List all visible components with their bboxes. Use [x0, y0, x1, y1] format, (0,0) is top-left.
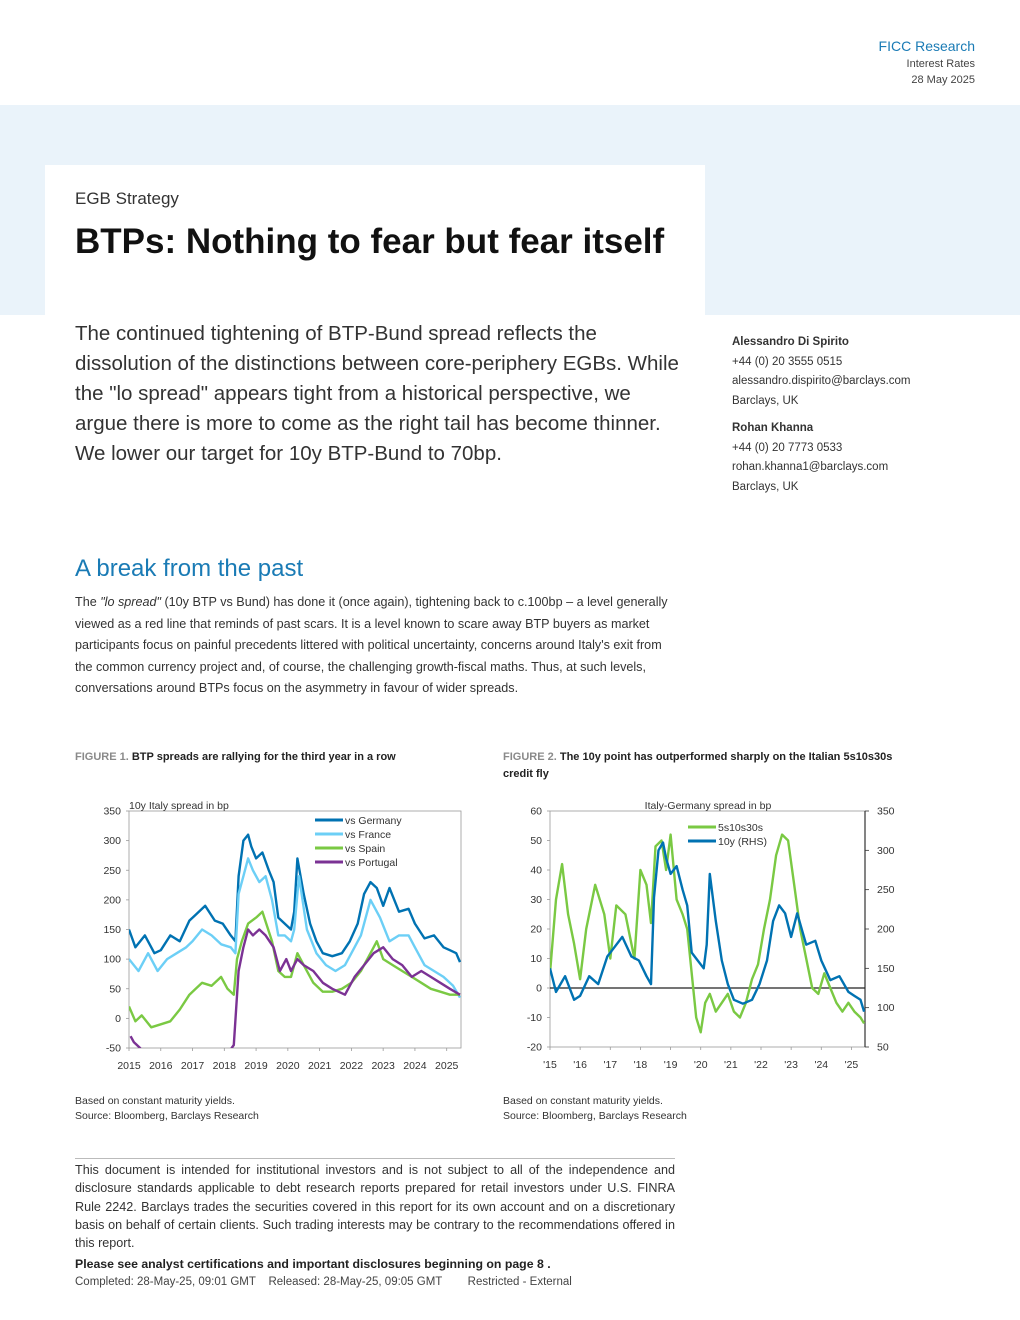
author-email[interactable]: alessandro.dispirito@barclays.com: [732, 375, 911, 387]
x-tick-label: '24: [814, 1059, 829, 1071]
y-tick-label: 0: [536, 982, 542, 995]
figure2-chart: [503, 790, 913, 1080]
disclaimer-divider: [75, 1158, 675, 1159]
x-tick-label: '21: [724, 1059, 738, 1071]
x-tick-label: 2020: [276, 1060, 300, 1072]
y-tick-label: 100: [103, 953, 121, 966]
x-tick-label: '17: [603, 1059, 618, 1071]
figure1-label: FIGURE 1.: [75, 751, 129, 763]
y2-tick-label: 50: [877, 1041, 889, 1054]
x-tick-label: 2018: [212, 1060, 236, 1072]
x-tick-label: 2022: [339, 1060, 364, 1072]
brand-label: FICC Research: [878, 38, 975, 54]
y-tick-label: 50: [109, 983, 121, 996]
y-tick-label: 350: [103, 805, 121, 818]
x-tick-label: '16: [573, 1059, 587, 1071]
author-email[interactable]: rohan.khanna1@barclays.com: [732, 461, 889, 473]
figure2-note: Based on constant maturity yields.: [503, 1095, 663, 1107]
y-tick-label: 50: [530, 835, 542, 847]
y-tick-label: 300: [103, 835, 121, 848]
y-tick-label: -20: [526, 1041, 542, 1054]
figure1-notes: [75, 1094, 259, 1124]
figure2-notes: [503, 1094, 687, 1124]
disclosure-note: Please see analyst certifications and important disclosures beginning on page 8 .: [75, 1257, 551, 1271]
y-tick-label: -10: [526, 1012, 542, 1024]
body-text-rest: (10y BTP vs Bund) has done it (once again), tightening back to c.100bp – a level generally viewed as a red line that reminds of past scars. It is a level known to scare away BTP buyers as market participants focus on painful precedents littered with political uncertainty, concerns around Italy's exit from the common currency project and, of course, the challenging growth-fiscal maths. Thus, at such levels, conversations around BTPs focus on the asymmetry in favour of wider spreads.: [75, 595, 668, 695]
y-tick-label: 10: [530, 953, 542, 965]
disclaimer: This document is intended for institutional investors and is not subject to all of the independence and disclosure standards applicable to debt research reports prepared for retail investors under U.S. FINRA Rule 2242. Barclays trades the securities covered in this report for its own account and on a discretionary basis on behalf of certain clients. Such trading interests may be contrary to the recommendations offered in this report.: [75, 1163, 675, 1251]
author-name: Alessandro Di Spirito: [732, 336, 849, 348]
y-tick-label: -50: [105, 1042, 121, 1055]
x-tick-label: 2015: [117, 1060, 141, 1072]
lo-spread-quote: "lo spread": [100, 595, 161, 609]
report-category: Interest Rates: [906, 58, 975, 70]
x-tick-label: '19: [663, 1059, 678, 1071]
figure2-title: The 10y point has outperformed sharply on the Italian 5s10s30s credit fly: [503, 751, 893, 780]
figure1-caption: [75, 749, 475, 766]
legend-label: 10y (RHS): [718, 836, 768, 848]
series-line-2: [550, 843, 864, 1012]
x-tick-label: 2017: [180, 1060, 205, 1072]
y-tick-label: 0: [115, 1012, 121, 1025]
figure2-source: Source: Bloomberg, Barclays Research: [503, 1110, 687, 1122]
author-phone: +44 (0) 20 3555 0515: [732, 355, 843, 368]
legend-label: vs Germany: [345, 815, 402, 827]
y2-tick-label: 350: [877, 805, 895, 818]
x-tick-label: '20: [693, 1059, 708, 1071]
x-tick-label: '25: [844, 1059, 859, 1071]
y-tick-label: 60: [530, 805, 542, 818]
x-tick-label: 2019: [244, 1060, 268, 1072]
figure1-title: BTP spreads are rallying for the third year in a row: [131, 751, 396, 763]
y-tick-label: 40: [530, 864, 542, 877]
figure1-source: Source: Bloomberg, Barclays Research: [75, 1110, 259, 1122]
y2-tick-label: 250: [877, 884, 895, 897]
report-header: [879, 38, 975, 86]
y2-tick-label: 200: [877, 923, 895, 936]
y-tick-label: 150: [103, 924, 121, 936]
chart-title: 10y Italy spread in bp: [129, 800, 229, 812]
legend-label: vs France: [345, 829, 392, 841]
section-label: EGB Strategy: [75, 189, 179, 208]
legend-label: vs Portugal: [345, 857, 398, 869]
x-tick-label: 2023: [371, 1060, 395, 1072]
footer-timestamps: Completed: 28-May-25, 09:01 GMT Released: 28-May-25, 09:05 GMT Restricted - External: [75, 1276, 572, 1288]
body-paragraph: [75, 592, 675, 700]
section-heading: A break from the past: [75, 555, 304, 582]
legend-label: 5s10s30s: [718, 822, 763, 834]
y-tick-label: 250: [103, 864, 121, 877]
body-text-start: The: [75, 595, 101, 609]
author-location: Barclays, UK: [732, 394, 799, 407]
y-tick-label: 20: [530, 923, 542, 936]
author-phone: +44 (0) 20 7773 0533: [732, 441, 843, 454]
y2-tick-label: 100: [877, 1002, 895, 1015]
x-tick-label: '15: [543, 1059, 557, 1071]
abstract: The continued tightening of BTP-Bund spread reflects the dissolution of the distinctions between core-periphery EGBs. While the "lo spread" appears tight from a historical perspective, we argue there is more to come as the right tail has become thinner. We lower our target for 10y BTP-Bund to 70bp.: [75, 322, 679, 465]
x-tick-label: '22: [754, 1059, 768, 1071]
legend-label: vs Spain: [345, 843, 386, 855]
report-date: 28 May 2025: [911, 74, 975, 86]
x-tick-label: 2024: [403, 1060, 427, 1072]
author-location: Barclays, UK: [732, 480, 799, 493]
page-title: BTPs: Nothing to fear but fear itself: [75, 222, 665, 261]
figure1-note: Based on constant maturity yields.: [75, 1095, 235, 1107]
figure2-label: FIGURE 2.: [503, 751, 557, 763]
author-list: [732, 333, 911, 497]
y-tick-label: 30: [530, 894, 542, 906]
x-tick-label: 2021: [307, 1060, 332, 1072]
y-tick-label: 200: [103, 894, 121, 907]
figure2-caption: [503, 749, 913, 783]
y2-tick-label: 300: [877, 844, 895, 857]
figure1-chart: [75, 790, 475, 1080]
author-name: Rohan Khanna: [732, 422, 814, 434]
chart-title: Italy-Germany spread in bp: [644, 800, 772, 812]
x-tick-label: '18: [633, 1059, 648, 1071]
series-line-1: [129, 835, 460, 962]
x-tick-label: 2016: [149, 1060, 173, 1072]
x-tick-label: 2025: [435, 1060, 459, 1072]
y2-tick-label: 150: [877, 962, 895, 975]
x-tick-label: '23: [784, 1059, 798, 1071]
